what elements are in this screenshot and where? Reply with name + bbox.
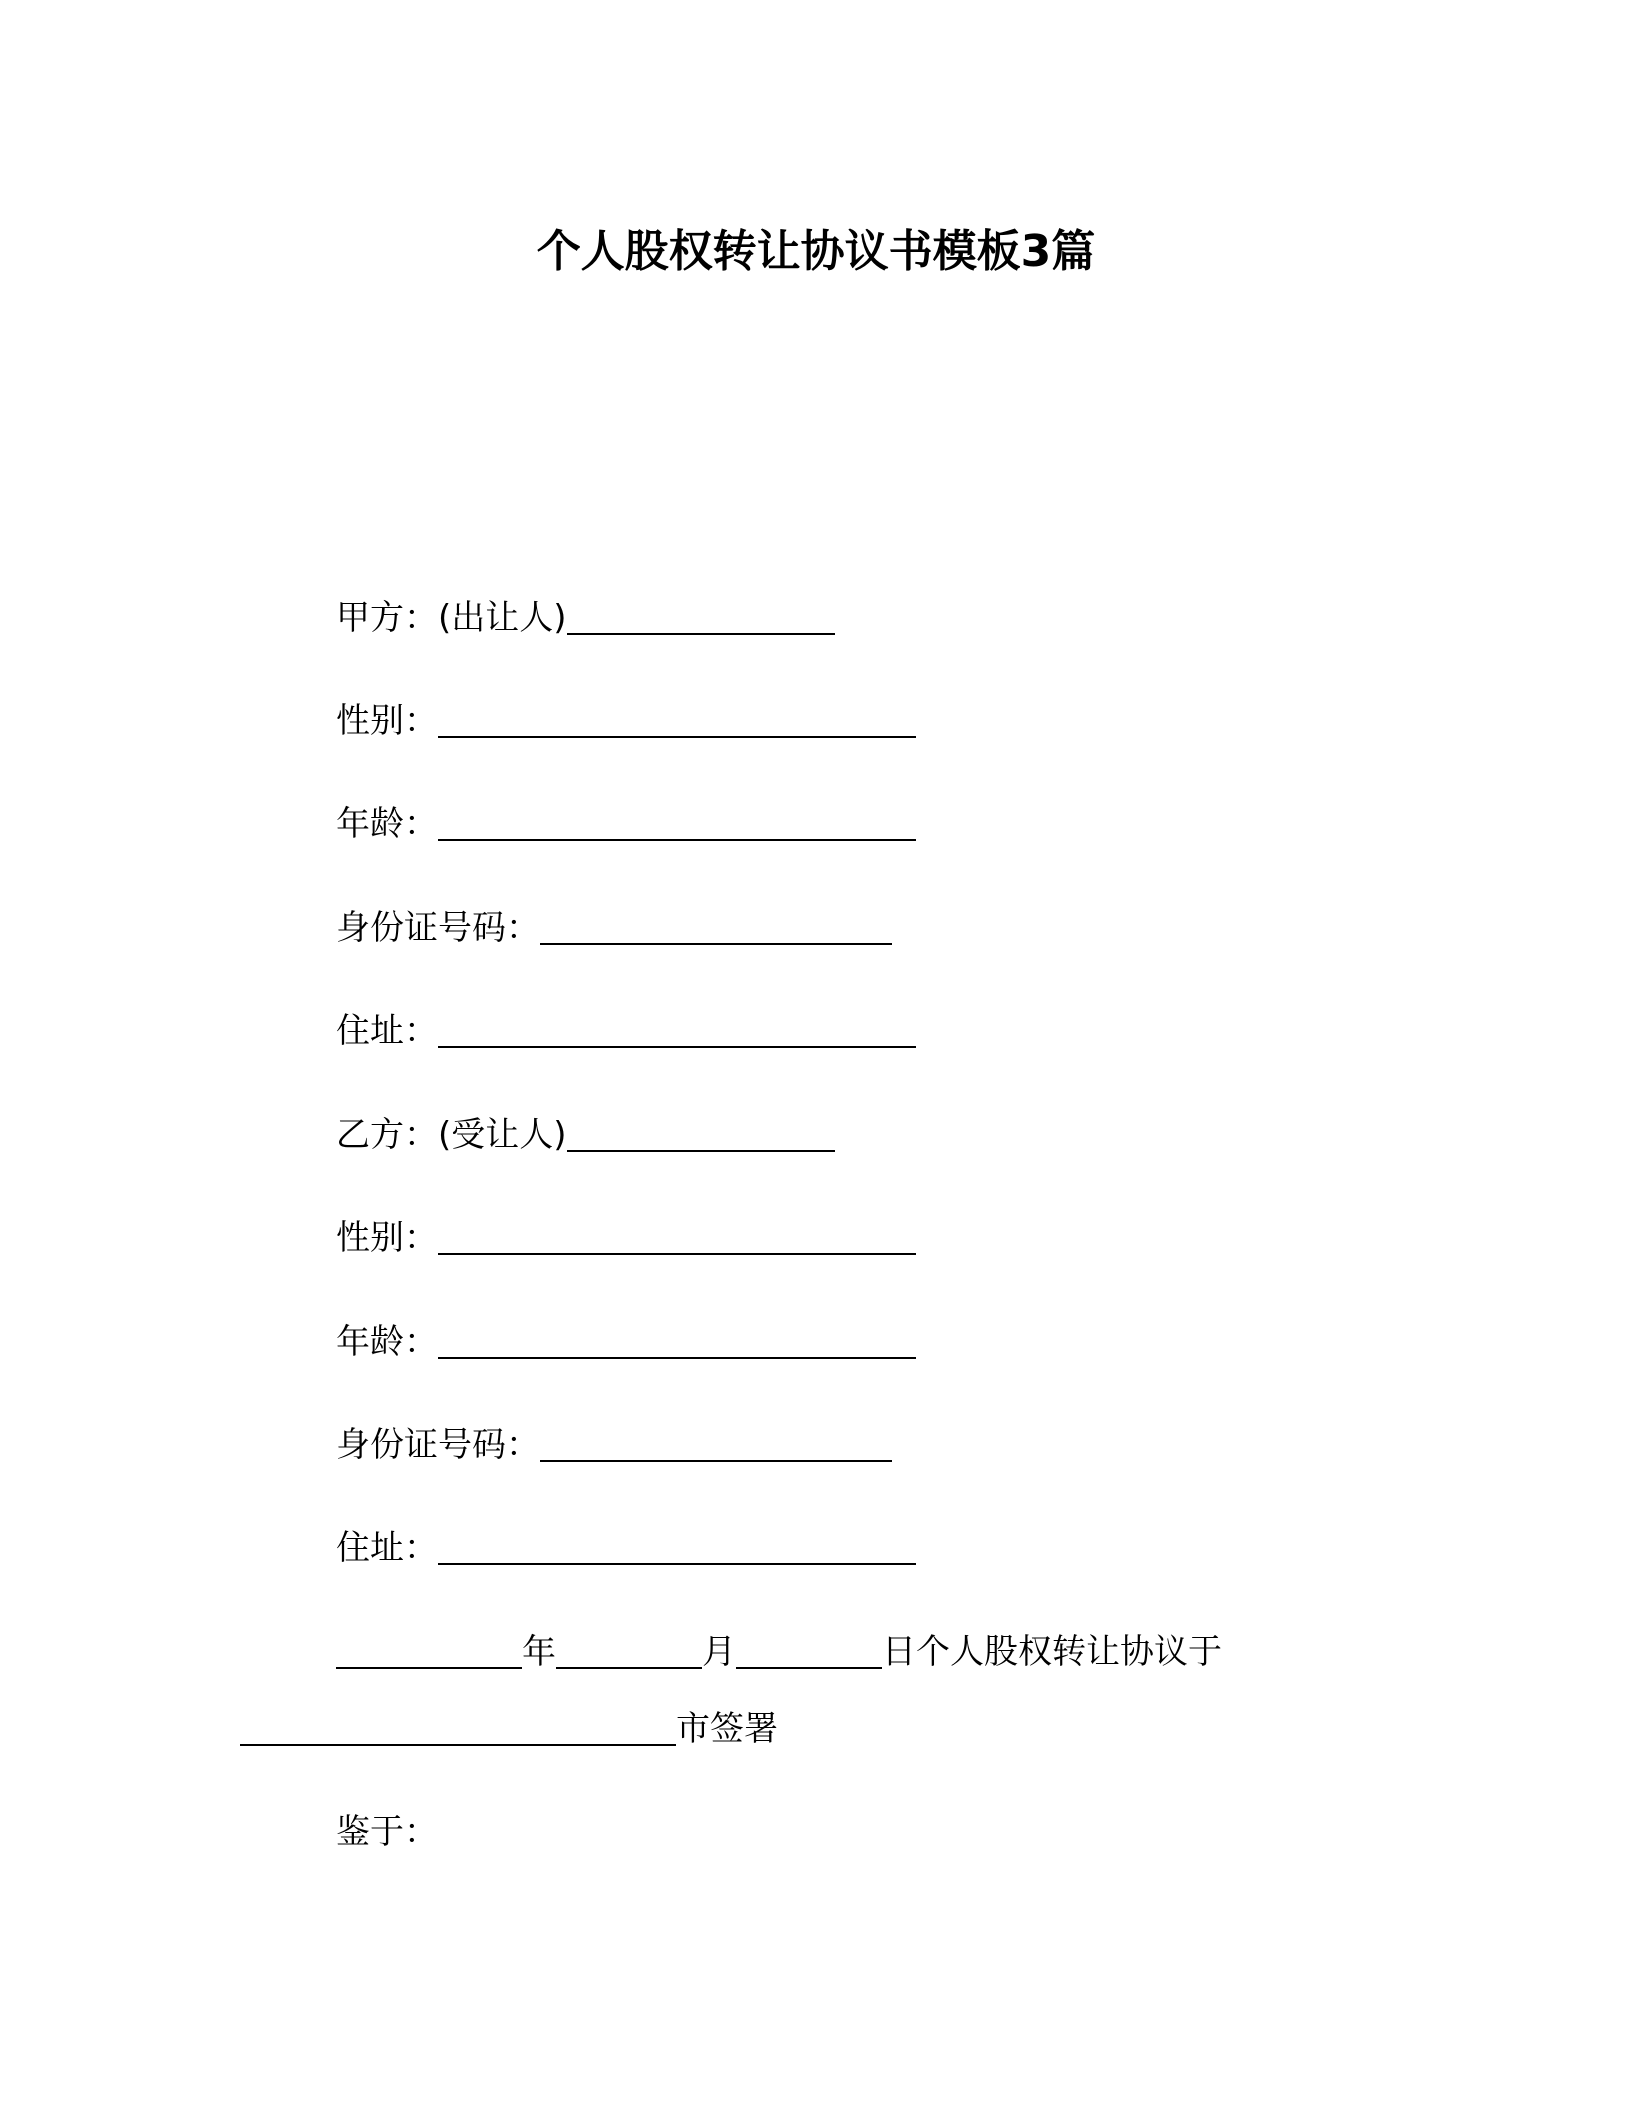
party-a-name-blank[interactable] [567,599,835,635]
signing-year-blank[interactable] [336,1633,522,1669]
signing-city-text: 市签署 [676,1709,778,1749]
party-b-address-label: 住址： [336,1528,438,1568]
party-a-gender-label: 性别： [336,701,438,741]
whereas-label: 鉴于： [336,1812,438,1852]
party-b-gender-blank[interactable] [438,1219,916,1255]
party-a-address-line [336,1007,916,1055]
party-b-address-line [336,1524,916,1572]
party-a-label: 甲方：(出让人) [336,598,567,638]
party-a-gender-blank[interactable] [438,702,916,738]
party-b-id-line [336,1421,892,1469]
document-title: 个人股权转让协议书模板3篇 [536,226,1096,277]
party-b-line [336,1111,835,1159]
party-a-id-label: 身份证号码： [336,908,540,948]
party-b-address-blank[interactable] [438,1529,916,1565]
signing-city-line [240,1705,778,1753]
signing-city-blank[interactable] [240,1710,676,1746]
signing-date-line [336,1628,1222,1676]
party-b-gender-label: 性别： [336,1218,438,1258]
party-a-age-blank[interactable] [438,805,916,841]
signing-month-blank[interactable] [556,1633,702,1669]
party-b-age-line [336,1318,916,1366]
year-label: 年 [522,1632,556,1672]
party-a-address-label: 住址： [336,1011,438,1051]
party-a-line [336,594,835,642]
party-b-label: 乙方：(受让人) [336,1115,567,1155]
party-b-gender-line [336,1214,916,1262]
party-a-address-blank[interactable] [438,1012,916,1048]
party-b-id-label: 身份证号码： [336,1425,540,1465]
party-b-id-blank[interactable] [540,1426,892,1462]
party-a-age-label: 年龄： [336,804,438,844]
month-label: 月 [702,1632,736,1672]
party-a-age-line [336,800,916,848]
signing-day-blank[interactable] [736,1633,882,1669]
party-a-id-line [336,904,892,952]
party-a-id-blank[interactable] [540,909,892,945]
signing-day-text: 日个人股权转让协议于 [882,1632,1222,1672]
party-b-age-blank[interactable] [438,1323,916,1359]
whereas-line [336,1808,438,1856]
party-b-age-label: 年龄： [336,1322,438,1362]
party-b-name-blank[interactable] [567,1116,835,1152]
party-a-gender-line [336,697,916,745]
